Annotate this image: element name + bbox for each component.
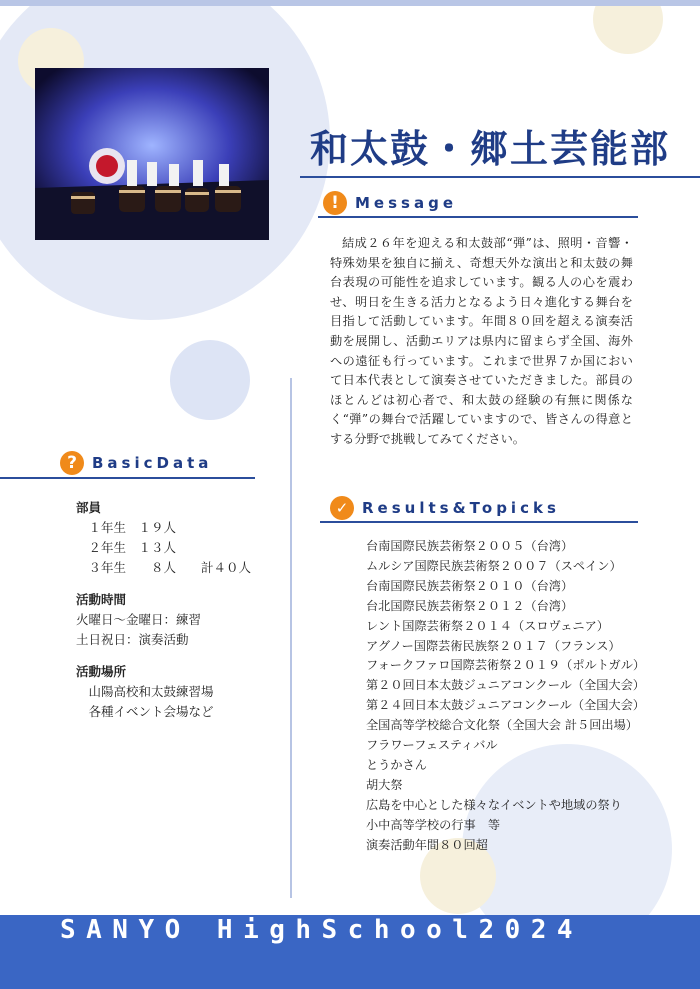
results-item: 全国高等学校総合文化祭（全国大会 計５回出場）: [366, 718, 638, 733]
results-item: 広島を中心とした様々なイベントや地域の祭り: [366, 797, 622, 812]
results-item: アグノー国際芸術民族祭２０１７（フランス）: [366, 638, 621, 653]
members-row: １年生 １９人: [76, 520, 177, 535]
footer-title: SANYO HighSchool2024: [60, 915, 584, 945]
deco-circle-small-blue: [170, 340, 250, 420]
activity-time-row: 土日祝日：演奏活動: [76, 632, 189, 647]
page-title: 和太鼓・郷土芸能部: [310, 127, 671, 171]
title-underline: [300, 176, 700, 178]
results-item: とうかさん: [366, 757, 427, 772]
results-heading-line: [320, 521, 638, 523]
checkmark-icon: ✓: [330, 496, 354, 520]
results-item: 台北国際民族芸術祭２０１２（台湾）: [366, 598, 574, 613]
results-item: 胡大祭: [366, 777, 403, 792]
basicdata-heading-line: [0, 477, 255, 479]
results-item: 第２０回日本太鼓ジュニアコンクール（全国大会）: [366, 678, 645, 693]
results-item: 小中高等学校の行事 等: [366, 817, 501, 832]
top-bar: [0, 0, 700, 6]
members-row: ２年生 １３人: [76, 540, 177, 555]
activity-place-label: 活動場所: [76, 664, 127, 679]
results-heading: [330, 496, 560, 520]
message-body: 結成２６年を迎える和太鼓部“弾”は、照明・音響・特殊効果を独自に揃え、奇想天外な演出と和太鼓の舞台表現の可能性を追求しています。観る人の心を震わせ、明日を生きる活力となるよう日々進化する舞台を目指して活動しています。年間８０回を超える演奏活動を展開し、活動エリアは県内に留まらず全国、海外への遠征も行っています。これまで世界７か国において日本代表として演奏させていただきました。部員のほとんどは初心者で、和太鼓の経験の有無に関係なく“弾”の舞台で活躍していますので、皆さんの得意とする分野で挑戦してみてください。: [330, 236, 633, 446]
results-item: ムルシア国際民族芸術祭２００７（スペイン）: [366, 558, 622, 573]
message-heading-line: [318, 216, 638, 218]
message-heading-label: Message: [355, 194, 457, 212]
results-item: 台南国際民族芸術祭２０１０（台湾）: [366, 578, 574, 593]
message-heading: [323, 191, 457, 215]
taiko-performance-photo: [35, 68, 269, 240]
results-item: 第２４回日本太鼓ジュニアコンクール（全国大会）: [366, 698, 645, 713]
basicdata-heading: [60, 451, 212, 475]
basicdata-heading-label: BasicData: [92, 454, 213, 472]
results-item: フラワーフェスティバル: [366, 738, 498, 753]
deco-circle-cream-top-right: [593, 0, 663, 54]
basicdata-body: [76, 498, 251, 722]
activity-time-label: 活動時間: [76, 592, 127, 607]
results-item: フォークファロ国際芸術祭２０１９（ポルトガル）: [366, 658, 646, 673]
results-item: 演奏活動年間８０回超: [366, 837, 488, 852]
results-heading-label: Results&Topicks: [362, 499, 560, 517]
exclamation-icon: !: [323, 191, 347, 215]
members-label: 部員: [76, 500, 102, 515]
results-item: 台南国際民族芸術祭２００５（台湾）: [366, 539, 574, 553]
column-divider: [290, 378, 292, 898]
activity-place-row: 各種イベント会場など: [76, 704, 214, 719]
results-item: レント国際芸術祭２０１４（スロヴェニア）: [366, 618, 609, 633]
activity-time-row: 火曜日～金曜日：練習: [76, 612, 202, 627]
members-row: ３年生 ８人 計４０人: [76, 560, 252, 575]
question-icon: ?: [60, 451, 84, 475]
results-list: [366, 537, 645, 856]
activity-place-row: 山陽高校和太鼓練習場: [76, 684, 214, 699]
